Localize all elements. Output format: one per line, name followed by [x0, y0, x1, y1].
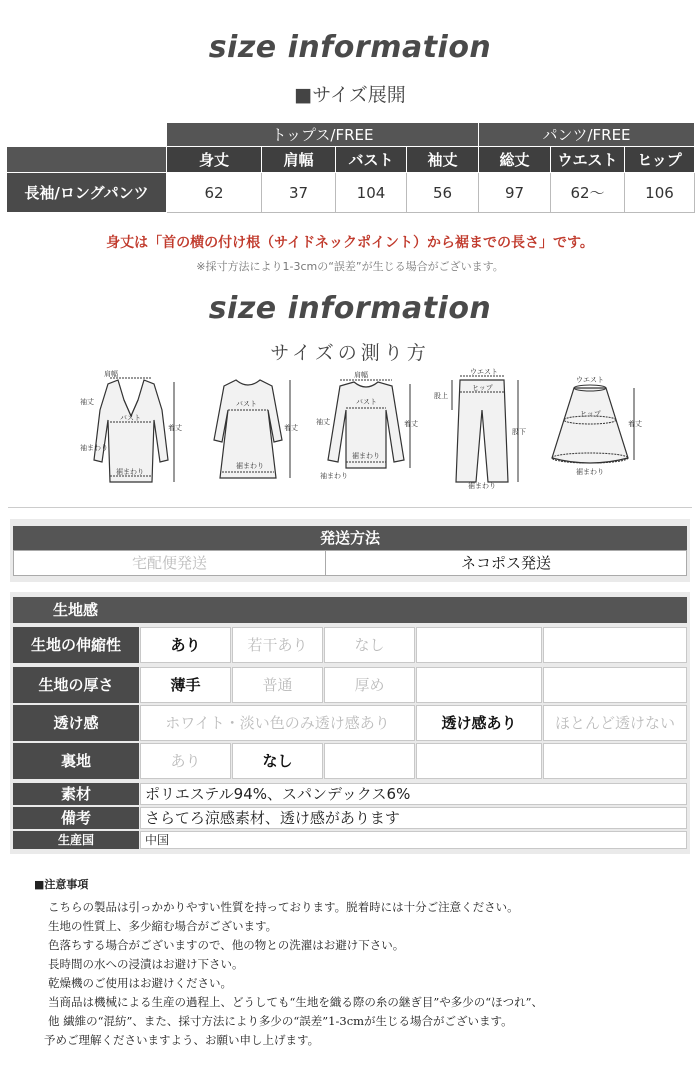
shipping-panel — [10, 519, 690, 582]
care-note-line: 生地の性質上、多少縮む場合がございます。 — [48, 919, 278, 933]
empty-cell — [543, 667, 687, 703]
pants-group-header: パンツ/FREE — [479, 123, 695, 147]
sheerness-option: ホワイト・淡い色のみ透け感あり — [140, 705, 415, 741]
size-value: 104 — [336, 173, 407, 213]
size-info-title-2: size information — [208, 291, 492, 326]
fabric-header: 生地感 — [13, 597, 687, 623]
label-hem: 裾まわり — [236, 462, 264, 470]
pants-diagram — [432, 370, 532, 490]
origin-value: 中国 — [140, 831, 687, 849]
label-rise: 股上 — [434, 392, 448, 400]
care-note-line: 当商品は機械による生産の過程上、どうしても“生地を織る際の糸の継ぎ目”や多少の“ほつれ”、 — [48, 995, 544, 1009]
label-length: 着丈 — [628, 420, 642, 428]
column-header: 袖丈 — [407, 147, 479, 173]
remarks-value: さらてろ涼感素材、透け感があります — [140, 807, 687, 829]
label-bust: バスト — [236, 400, 257, 408]
stretch-option: 若干あり — [232, 627, 323, 663]
column-header: バスト — [336, 147, 407, 173]
empty-cell — [543, 627, 687, 663]
measurement-error-note: ※採寸方法により1-3cmの“誤差”が生じる場合がございます。 — [196, 260, 504, 273]
empty-cell — [324, 743, 415, 779]
size-chart-subtitle: ■サイズ展開 — [294, 84, 406, 106]
thickness-option: 普通 — [232, 667, 323, 703]
shipping-header: 発送方法 — [13, 526, 687, 550]
stretch-option: あり — [140, 627, 231, 663]
size-value: 62 — [167, 173, 262, 213]
label-hem: 裾まわり — [116, 468, 144, 476]
thickness-option: 厚め — [324, 667, 415, 703]
size-info-title: size information — [208, 30, 492, 65]
stretch-option: なし — [324, 627, 415, 663]
care-note-line: 他 繊維の“混紡”、また、採寸方法により多少の“誤差”1-3cmが生じる場合がございます。 — [48, 1014, 513, 1028]
label-shoulder: 肩幅 — [354, 371, 368, 379]
label-sleeve: 袖丈 — [80, 398, 94, 406]
label-sleeve: 袖丈 — [316, 418, 330, 426]
size-table — [6, 122, 695, 213]
label-waist: ウエスト — [576, 376, 604, 384]
column-header: 肩幅 — [262, 147, 336, 173]
sheerness-option: 透け感あり — [416, 705, 542, 741]
size-value: 62〜 — [551, 173, 625, 213]
size-value: 37 — [262, 173, 336, 213]
label-hip: ヒップ — [472, 384, 493, 392]
label-inseam: 股下 — [512, 428, 526, 436]
label-bust: バスト — [356, 398, 377, 406]
column-header: ヒップ — [625, 147, 695, 173]
fabric-label-material: 素材 — [13, 783, 139, 805]
care-note-line: 予めご理解くださいますよう、お願い申し上げます。 — [44, 1033, 320, 1047]
fabric-label-origin: 生産国 — [13, 831, 139, 849]
empty-cell — [416, 667, 542, 703]
care-note-line: 乾燥機のご使用はお避けください。 — [48, 976, 232, 990]
label-arm: 袖まわり — [320, 472, 348, 480]
label-shoulder: 肩幅 — [104, 370, 118, 378]
thickness-option: 薄手 — [140, 667, 231, 703]
dress-diagram — [198, 370, 298, 490]
shipping-option-nekopos: ネコポス発送 — [460, 554, 551, 572]
fabric-label-remarks: 備考 — [13, 807, 139, 829]
care-note-line: 長時間の水への浸漬はお避け下さい。 — [48, 957, 244, 971]
fabric-label-sheerness: 透け感 — [13, 705, 139, 741]
lining-option: なし — [232, 743, 323, 779]
label-hem: 裾まわり — [468, 482, 496, 490]
label-hip: ヒップ — [580, 410, 601, 418]
measuring-guide-subtitle: サイズの測り方 — [270, 342, 430, 364]
column-header: ウエスト — [551, 147, 625, 173]
shipping-options — [13, 550, 687, 576]
section-divider — [8, 507, 692, 508]
column-header: 身丈 — [167, 147, 262, 173]
empty-cell — [543, 743, 687, 779]
empty-cell — [416, 627, 542, 663]
size-value: 56 — [407, 173, 479, 213]
empty-cell — [416, 743, 542, 779]
fabric-label-stretch: 生地の伸縮性 — [13, 627, 139, 663]
coat-diagram — [80, 370, 180, 490]
material-value: ポリエステル94%、スパンデックス6% — [140, 783, 687, 805]
label-length: 着丈 — [168, 424, 182, 432]
label-hem: 裾まわり — [352, 452, 380, 460]
shipping-option-takuhaibin: 宅配便発送 — [14, 551, 326, 575]
top-diagram — [316, 370, 416, 490]
fabric-label-thickness: 生地の厚さ — [13, 667, 139, 703]
fabric-panel — [10, 592, 690, 854]
column-header: 総丈 — [479, 147, 551, 173]
label-arm: 袖まわり — [80, 444, 108, 452]
skirt-diagram — [540, 370, 640, 490]
tops-group-header: トップス/FREE — [167, 123, 479, 147]
care-note-line: 色落ちする場合がございますので、他の物との洗濯はお避け下さい。 — [48, 938, 405, 952]
care-notes-heading: ■注意事項 — [34, 878, 89, 891]
care-note-line: こちらの製品は引っかかりやすい性質を持っております。脱着時には十分ご注意ください。 — [48, 900, 519, 914]
measurement-diagrams — [70, 370, 640, 490]
body-length-note: 身丈は「首の横の付け根（サイドネックポイント）から裾までの長さ」です。 — [106, 235, 594, 251]
lining-option: あり — [140, 743, 231, 779]
label-waist: ウエスト — [470, 368, 498, 376]
size-value: 106 — [625, 173, 695, 213]
label-hem: 裾まわり — [576, 468, 604, 476]
label-length: 着丈 — [404, 420, 418, 428]
label-bust: バスト — [120, 414, 141, 422]
fabric-label-lining: 裏地 — [13, 743, 139, 779]
row-label: 長袖/ロングパンツ — [7, 173, 167, 213]
size-value: 97 — [479, 173, 551, 213]
care-notes — [34, 876, 674, 1050]
sheerness-option: ほとんど透けない — [543, 705, 687, 741]
label-length: 着丈 — [284, 424, 298, 432]
